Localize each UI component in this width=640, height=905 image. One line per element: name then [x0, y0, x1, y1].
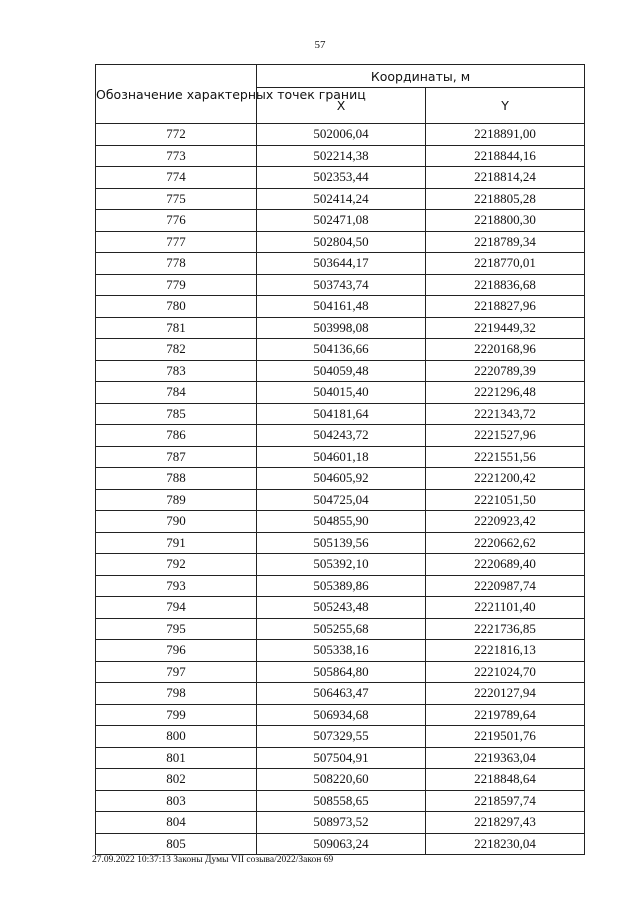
- point-id-cell: 784: [96, 382, 257, 404]
- y-coordinate-cell: 2220923,42: [426, 511, 585, 533]
- table-row: [96, 618, 585, 640]
- point-id-cell: 777: [96, 231, 257, 253]
- x-coordinate-cell: 505864,80: [257, 661, 426, 683]
- y-coordinate-cell: 2221551,56: [426, 446, 585, 468]
- y-coordinate-cell: 2220662,62: [426, 532, 585, 554]
- point-designation-header: Обозначение характерных точек границ: [96, 65, 257, 124]
- x-coordinate-cell: 504605,92: [257, 468, 426, 490]
- y-coordinate-cell: 2221024,70: [426, 661, 585, 683]
- coordinates-table: [95, 64, 585, 855]
- table-row: [96, 253, 585, 275]
- x-coordinate-cell: 504855,90: [257, 511, 426, 533]
- table-row: [96, 339, 585, 361]
- point-id-cell: 781: [96, 317, 257, 339]
- x-coordinate-cell: 508973,52: [257, 812, 426, 834]
- x-coordinate-cell: 509063,24: [257, 833, 426, 855]
- table-body: [96, 124, 585, 855]
- x-coordinate-cell: 502214,38: [257, 145, 426, 167]
- y-coordinate-cell: 2220987,74: [426, 575, 585, 597]
- x-coordinate-cell: 503998,08: [257, 317, 426, 339]
- x-coordinate-cell: 508558,65: [257, 790, 426, 812]
- x-coordinate-cell: 502414,24: [257, 188, 426, 210]
- x-coordinate-cell: 502006,04: [257, 124, 426, 146]
- point-id-cell: 805: [96, 833, 257, 855]
- x-coordinate-cell: 504601,18: [257, 446, 426, 468]
- x-coordinate-cell: 504015,40: [257, 382, 426, 404]
- x-coordinate-cell: 507329,55: [257, 726, 426, 748]
- x-coordinate-cell: 507504,91: [257, 747, 426, 769]
- table-row: [96, 296, 585, 318]
- table-row: [96, 511, 585, 533]
- x-coordinate-cell: 503743,74: [257, 274, 426, 296]
- x-coordinate-cell: 505389,86: [257, 575, 426, 597]
- x-coordinate-cell: 504136,66: [257, 339, 426, 361]
- table-row: [96, 317, 585, 339]
- point-id-cell: 786: [96, 425, 257, 447]
- point-id-cell: 803: [96, 790, 257, 812]
- table-row: [96, 145, 585, 167]
- point-id-cell: 776: [96, 210, 257, 232]
- point-id-cell: 785: [96, 403, 257, 425]
- x-coordinate-cell: 508220,60: [257, 769, 426, 791]
- y-coordinate-cell: 2221051,50: [426, 489, 585, 511]
- y-coordinate-cell: 2221101,40: [426, 597, 585, 619]
- point-id-cell: 779: [96, 274, 257, 296]
- y-coordinate-cell: 2220168,96: [426, 339, 585, 361]
- point-id-cell: 791: [96, 532, 257, 554]
- table-row: [96, 274, 585, 296]
- table-row: [96, 769, 585, 791]
- table-header: [96, 65, 585, 124]
- x-coordinate-cell: 505139,56: [257, 532, 426, 554]
- y-coordinate-cell: 2220789,39: [426, 360, 585, 382]
- x-coordinate-cell: 504059,48: [257, 360, 426, 382]
- y-coordinate-cell: 2218770,01: [426, 253, 585, 275]
- point-id-cell: 794: [96, 597, 257, 619]
- table-row: [96, 468, 585, 490]
- point-id-cell: 801: [96, 747, 257, 769]
- y-coordinate-cell: 2221736,85: [426, 618, 585, 640]
- table-row: [96, 726, 585, 748]
- table-row: [96, 425, 585, 447]
- y-coordinate-cell: 2221296,48: [426, 382, 585, 404]
- table-row: [96, 231, 585, 253]
- y-coordinate-cell: 2218891,00: [426, 124, 585, 146]
- point-id-cell: 773: [96, 145, 257, 167]
- y-coordinate-cell: 2221527,96: [426, 425, 585, 447]
- point-id-cell: 782: [96, 339, 257, 361]
- y-coordinate-cell: 2219501,76: [426, 726, 585, 748]
- page-number: 57: [314, 39, 326, 51]
- point-id-cell: 783: [96, 360, 257, 382]
- table-row: [96, 833, 585, 855]
- point-id-cell: 802: [96, 769, 257, 791]
- y-coordinate-cell: 2218827,96: [426, 296, 585, 318]
- table-row: [96, 790, 585, 812]
- y-coordinate-cell: 2218848,64: [426, 769, 585, 791]
- x-coordinate-cell: 504161,48: [257, 296, 426, 318]
- point-id-cell: 796: [96, 640, 257, 662]
- y-coordinate-cell: 2219789,64: [426, 704, 585, 726]
- point-id-cell: 793: [96, 575, 257, 597]
- table-row: [96, 575, 585, 597]
- x-coordinate-cell: 502353,44: [257, 167, 426, 189]
- y-coordinate-cell: 2221200,42: [426, 468, 585, 490]
- point-id-cell: 780: [96, 296, 257, 318]
- x-coordinate-cell: 505243,48: [257, 597, 426, 619]
- point-id-cell: 787: [96, 446, 257, 468]
- x-coordinate-cell: 505255,68: [257, 618, 426, 640]
- coordinates-header: Координаты, м: [257, 65, 585, 88]
- y-coordinate-cell: 2218836,68: [426, 274, 585, 296]
- point-id-cell: 795: [96, 618, 257, 640]
- table-row: [96, 360, 585, 382]
- point-id-cell: 775: [96, 188, 257, 210]
- table-row: [96, 554, 585, 576]
- y-coordinate-cell: 2218230,04: [426, 833, 585, 855]
- x-coordinate-cell: 502804,50: [257, 231, 426, 253]
- table-row: [96, 812, 585, 834]
- point-id-cell: 798: [96, 683, 257, 705]
- point-id-cell: 790: [96, 511, 257, 533]
- table-row: [96, 188, 585, 210]
- table-row: [96, 532, 585, 554]
- table-row: [96, 661, 585, 683]
- point-id-cell: 797: [96, 661, 257, 683]
- table-row: [96, 597, 585, 619]
- table-row: [96, 683, 585, 705]
- y-coordinate-cell: 2220127,94: [426, 683, 585, 705]
- x-coordinate-cell: 505338,16: [257, 640, 426, 662]
- x-coordinate-cell: 506934,68: [257, 704, 426, 726]
- y-coordinate-cell: 2219363,04: [426, 747, 585, 769]
- footer-stamp: 27.09.2022 10:37:13 Законы Думы VII созыва/2022/Закон 69: [92, 855, 334, 865]
- x-coordinate-cell: 506463,47: [257, 683, 426, 705]
- y-coordinate-cell: 2218789,34: [426, 231, 585, 253]
- point-id-cell: 788: [96, 468, 257, 490]
- x-coordinate-cell: 502471,08: [257, 210, 426, 232]
- y-coordinate-cell: 2218800,30: [426, 210, 585, 232]
- point-id-cell: 792: [96, 554, 257, 576]
- y-column-header: Y: [426, 88, 585, 124]
- y-coordinate-cell: 2218844,16: [426, 145, 585, 167]
- x-coordinate-cell: 504181,64: [257, 403, 426, 425]
- y-coordinate-cell: 2218805,28: [426, 188, 585, 210]
- point-id-cell: 772: [96, 124, 257, 146]
- table-row: [96, 124, 585, 146]
- table-row: [96, 704, 585, 726]
- table-row: [96, 403, 585, 425]
- table-row: [96, 640, 585, 662]
- point-id-cell: 778: [96, 253, 257, 275]
- x-coordinate-cell: 505392,10: [257, 554, 426, 576]
- y-coordinate-cell: 2218297,43: [426, 812, 585, 834]
- table-row: [96, 489, 585, 511]
- y-coordinate-cell: 2221816,13: [426, 640, 585, 662]
- y-coordinate-cell: 2218597,74: [426, 790, 585, 812]
- x-coordinate-cell: 504725,04: [257, 489, 426, 511]
- point-id-cell: 774: [96, 167, 257, 189]
- y-coordinate-cell: 2218814,24: [426, 167, 585, 189]
- table-row: [96, 210, 585, 232]
- y-coordinate-cell: 2219449,32: [426, 317, 585, 339]
- x-coordinate-cell: 503644,17: [257, 253, 426, 275]
- table-row: [96, 747, 585, 769]
- x-column-header: X: [257, 88, 426, 124]
- point-id-cell: 800: [96, 726, 257, 748]
- point-id-cell: 789: [96, 489, 257, 511]
- y-coordinate-cell: 2221343,72: [426, 403, 585, 425]
- x-coordinate-cell: 504243,72: [257, 425, 426, 447]
- y-coordinate-cell: 2220689,40: [426, 554, 585, 576]
- table-row: [96, 382, 585, 404]
- table-row: [96, 446, 585, 468]
- point-id-cell: 804: [96, 812, 257, 834]
- point-id-cell: 799: [96, 704, 257, 726]
- table-row: [96, 167, 585, 189]
